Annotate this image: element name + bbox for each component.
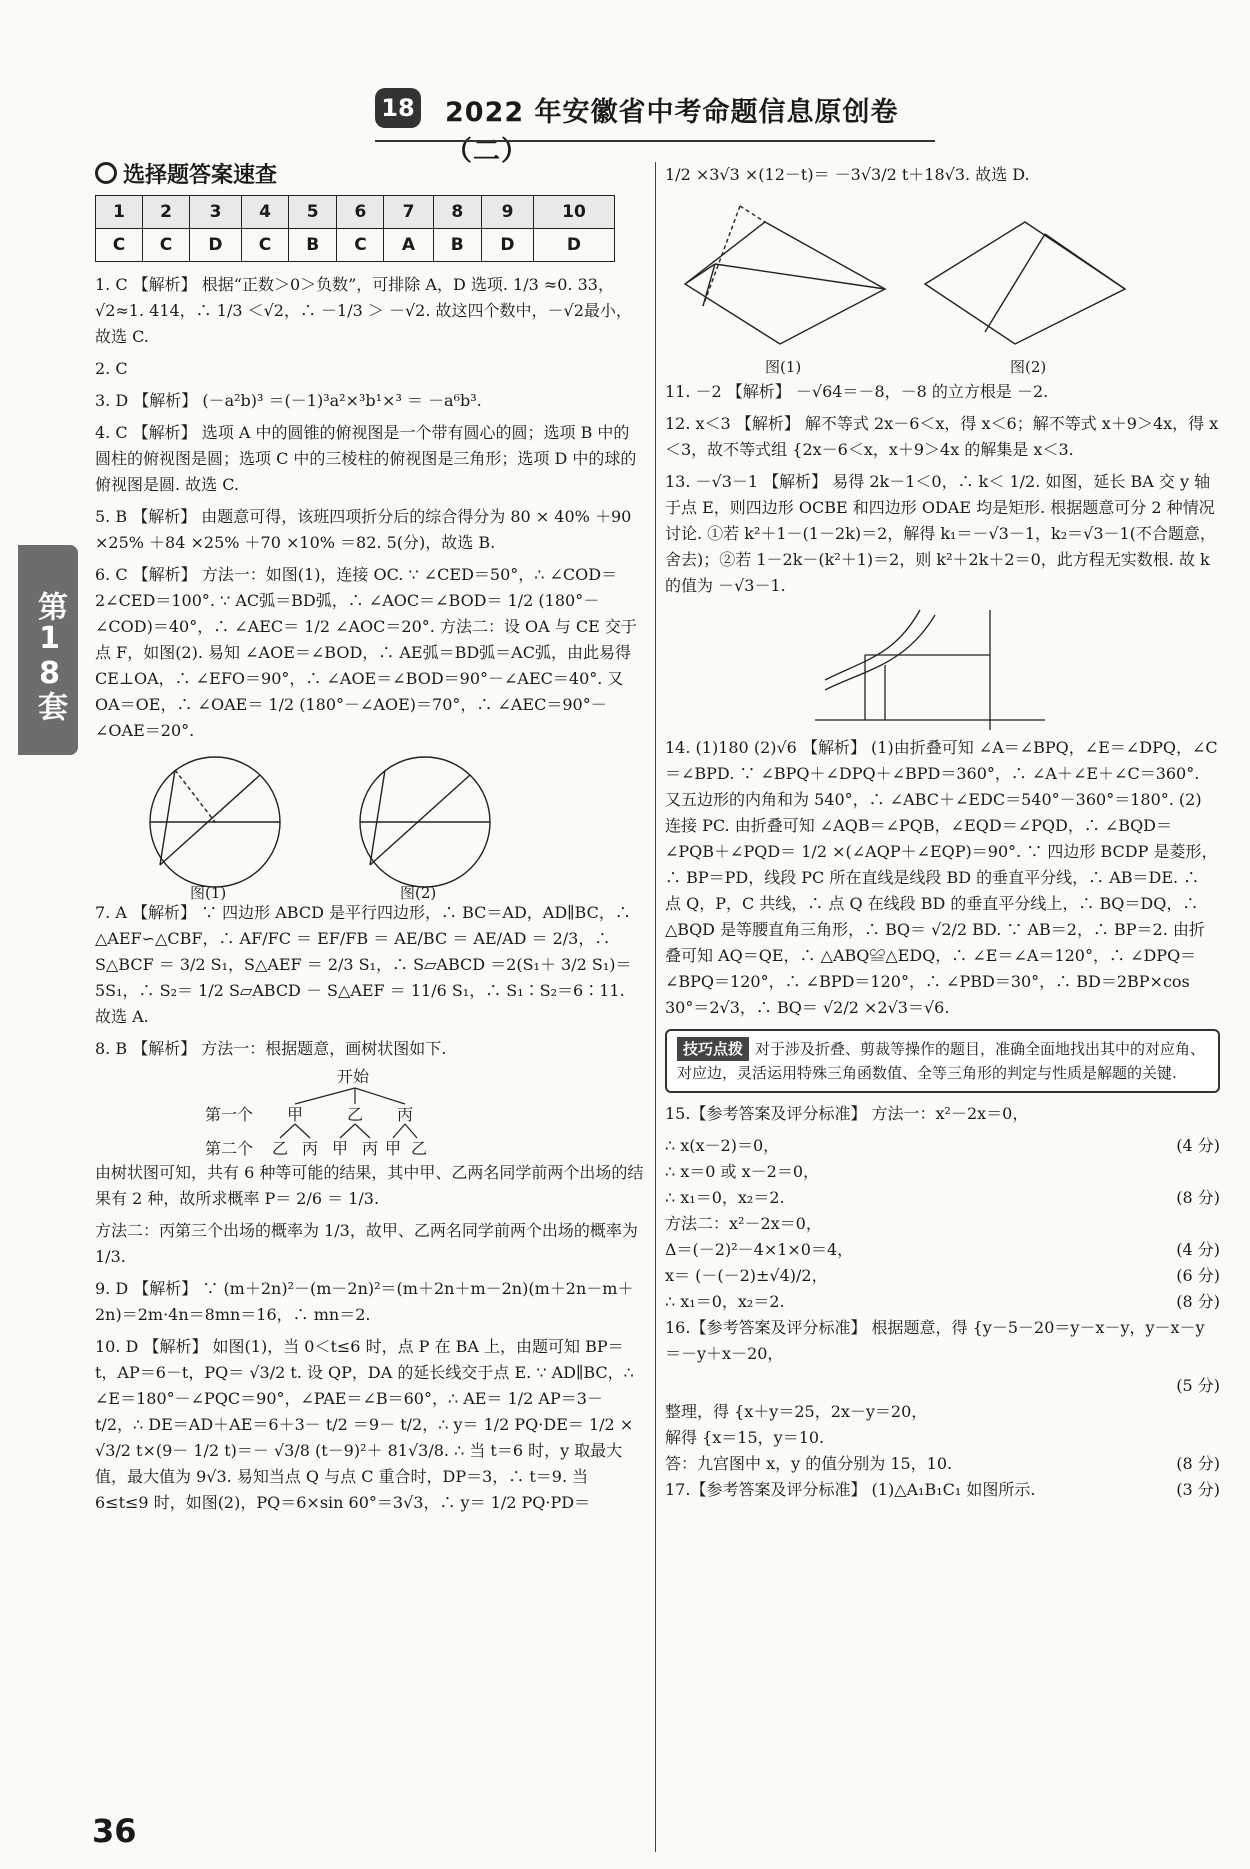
solution-q10: 10. D 【解析】 如图(1)，当 0＜t≤6 时，点 P 在 BA 上，由题可知 BP＝t，AP＝6－t，PQ＝ √3/2 t. 设 QP，DA 的延长线交于点 E. ∵ AD∥BC，∴ ∠E＝180°－∠PQC＝90°，∠PAE＝∠B＝60°，∴ AE＝ 1/2 AP＝3－ t/2，∴ DE＝AD＋AE＝6＋3－ t/2 ＝9－ t/2，∴ y＝ 1/2 PQ·DE＝ 1/2 × √3/2 t×(9－ 1/2 t)＝－ √3/8 (t－9)²＋ 81√3/8. ∴ 当 t＝6 时，y 取最大值，最大值为 9√3. 易知当点 Q 与点 C 重合时，DP＝3，∴ t＝9. 当 6≤t≤9 时，如图(2)，PQ＝6×sin 60°＝3√3，∴ y＝ 1/2 PQ·PD＝ xyxy=(95,1337,634,1512)
header-rule xyxy=(375,140,935,142)
coordinate-graph xyxy=(805,605,1065,735)
rhombus-1 xyxy=(685,222,885,344)
rhombus-2 xyxy=(925,222,1125,344)
table-cell: 6 xyxy=(337,196,384,229)
q15-line: ∴ x₁＝0，x₂＝2. (8 分) xyxy=(665,1188,1220,1207)
quick-answer-heading: 选择题答案速查 xyxy=(95,162,645,189)
q6-figures xyxy=(95,750,645,900)
side-tab: 第18套 xyxy=(18,545,78,755)
solution-q13: 13. －√3－1 【解析】 易得 2k－1＜0，∴ k＜ 1/2. 如图，延长 BA 交 y 轴于点 E，则四边形 OCBE 和四边形 ODAE 均是矩形. 根据题意可分 2 种情况讨论. ①若 k²＋1－(1－2k)＝2，解得 k₁＝－√3－1，k₂＝√3－1(不合题意，舍去)；②若 1－2k－(k²＋1)＝2，则 k²＋2k＋2＝0，此方程无实数根. 故 k 的值为 －√3－1. xyxy=(665,472,1216,595)
figure-caption-1: 图(1) xyxy=(190,884,227,902)
page-title: 2022 年安徽省中考命题信息原创卷（二） xyxy=(445,97,899,167)
solution-q12: 12. x＜3 【解析】 解不等式 2x－6＜x，得 x＜6；解不等式 x＋9＞4x，得 x＜3，故不等式组 {2x－6＜x，x＋9＞4x 的解集是 x＜3. xyxy=(665,414,1219,459)
q15-line: ∴ x(x－2)＝0， (4 分) xyxy=(665,1136,1220,1155)
table-cell: 1 xyxy=(96,196,143,229)
q16-line: 答：九宫图中 x，y 的值分别为 15，10. (8 分) xyxy=(665,1454,1220,1473)
answer-table-answers xyxy=(96,229,615,262)
dashed-oc xyxy=(175,770,215,822)
solution-q7: 7. A 【解析】 ∵ 四边形 ABCD 是平行四边形，∴ BC＝AD，AD∥BC，∴ △AEF∽△CBF，∴ AF/FC ＝ EF/FB ＝ AE/BC ＝ AE/AD ＝ 2/3，∴ S△BCF ＝ 3/2 S₁，S△AEF ＝ 2/3 S₁，∴ S▱ABCD ＝2(S₁＋ 3/2 S₁)＝5S₁，∴ S₂＝ 1/2 S▱ABCD － S△AEF ＝ 11/6 S₁，∴ S₁∶S₂＝6∶11. 故选 A. xyxy=(95,903,632,1026)
tree-level-2-label: 第二个 xyxy=(205,1139,254,1158)
solution-q6: 6. C 【解析】 方法一：如图(1)，连接 OC. ∵ ∠CED＝50°，∴ ∠COD＝2∠CED＝100°. ∵ AC弧＝BD弧，∴ ∠AOC＝∠BOD＝ 1/2 (180°－∠COD)＝40°，∴ ∠AEC＝ 1/2 ∠AOC＝20°. 方法二：设 OA 与 CE 交于点 F，如图(2). 易知 ∠AOE＝∠BOD，∴ AE弧＝BD弧＝AC弧，由此易得 CE⊥OA，∴ ∠EFO＝90°，∴ ∠AOE＝∠BOD＝90°－∠AEC＝40°. 又 OA＝OE，∴ ∠OAE＝ 1/2 (180°－∠AOE)＝70°，∴ ∠AEC＝90°－∠OAE＝20°. xyxy=(95,565,637,740)
table-cell: C xyxy=(241,229,288,262)
tree-start: 开始 xyxy=(337,1067,370,1086)
q16-line: 解得 {x＝15，y＝10. xyxy=(665,1428,825,1447)
table-cell: B xyxy=(288,229,336,262)
answer-table-numbers xyxy=(96,196,615,229)
q15-line: x＝ (－(－2)±√4)/2， (6 分) xyxy=(665,1266,1220,1285)
page-header xyxy=(375,88,935,167)
solution-q15: 15.【参考答案及评分标准】 方法一：x²－2x＝0， xyxy=(665,1104,1029,1123)
tree-node: 乙 xyxy=(272,1139,289,1158)
solution-q8-cont: 由树状图可知，共有 6 种等可能的结果，其中甲、乙两名同学前两个出场的结果有 2 种，故所求概率 P＝ 2/6 ＝ 1/3. xyxy=(95,1163,644,1208)
table-cell: 4 xyxy=(241,196,288,229)
tree-node: 丙 xyxy=(362,1139,379,1158)
solution-q3: 3. D 【解析】 (－a²b)³ ＝(－1)³a²×³b¹×³ ＝ －a⁶b³. xyxy=(95,391,482,410)
figure-caption-2: 图(2) xyxy=(400,884,437,902)
answer-table xyxy=(95,195,615,262)
solution-q8: 8. B 【解析】 方法一：根据题意，画树状图如下. xyxy=(95,1039,447,1058)
solution-q10-cont: 1/2 ×3√3 ×(12－t)＝ －3√3/2 t＋18√3. 故选 D. xyxy=(665,165,1030,184)
table-cell: C xyxy=(337,229,384,262)
q10-figures xyxy=(665,194,1220,379)
tip-text: 对于涉及折叠、剪裁等操作的题目，准确全面地找出其中的对应角、对应边，灵活运用特殊三角函数值、全等三角形的判定与性质是解题的关键. xyxy=(677,1040,1206,1082)
tree-node: 甲 xyxy=(385,1139,402,1158)
solution-q1: 1. C 【解析】 根据“正数＞0＞负数”，可排除 A，D 选项. 1/3 ≈0. 33，√2≈1. 414，∴ 1/3 ＜√2，∴ －1/3 ＞ －√2. 故这四个数中，－√2最小，故选 C. xyxy=(95,275,632,346)
q16-line: 整理，得 {x＋y＝25，2x－y＝20， xyxy=(665,1402,928,1421)
q15-line: ∴ x₁＝0，x₂＝2. (8 分) xyxy=(665,1292,1220,1311)
table-cell: 8 xyxy=(433,196,481,229)
solution-q11: 11. －2 【解析】 －√64＝－8，－8 的立方根是 －2. xyxy=(665,382,1049,401)
table-cell: 10 xyxy=(533,196,614,229)
table-cell: 5 xyxy=(288,196,336,229)
tree-level-1-label: 第一个 xyxy=(205,1105,254,1124)
table-cell: 9 xyxy=(482,196,534,229)
table-cell: D xyxy=(482,229,534,262)
tree-node: 甲 xyxy=(287,1105,304,1124)
rhombus-figures xyxy=(665,194,1215,359)
figure-caption-1: 图(1) xyxy=(765,358,802,376)
solution-q9: 9. D 【解析】 ∵ (m＋2n)²－(m－2n)²＝(m＋2n＋m－2n)(m＋2n－m＋2n)＝2m·4n＝8mn＝16，∴ mn＝2. xyxy=(95,1279,634,1324)
q15-line: Δ＝(－2)²－4×1×0＝4， (4 分) xyxy=(665,1240,1220,1259)
table-cell: D xyxy=(190,229,242,262)
q13-graph xyxy=(665,605,1220,735)
circle-figures xyxy=(115,750,635,900)
solution-q4: 4. C 【解析】 选项 A 中的圆锥的俯视图是一个带有圆心的圆；选项 B 中的圆柱的俯视图是圆；选项 C 中的三棱柱的俯视图是三角形；选项 D 中的球的俯视图是圆. 故选 C. xyxy=(95,423,637,494)
magnifier-icon xyxy=(95,162,117,184)
table-cell: 2 xyxy=(143,196,190,229)
line-de-1 xyxy=(160,775,260,865)
tree-diagram xyxy=(95,1068,645,1160)
table-cell: 7 xyxy=(384,196,433,229)
tree-node: 甲 xyxy=(332,1139,349,1158)
tip-box xyxy=(665,1029,1220,1093)
table-cell: C xyxy=(143,229,190,262)
q15-line: 方法二：x²－2x＝0， xyxy=(665,1214,822,1233)
q15-line: ∴ x＝0 或 x－2＝0， xyxy=(665,1162,820,1181)
line-de-2 xyxy=(370,775,470,865)
solution-q5: 5. B 【解析】 由题意可得，该班四项折分后的综合得分为 80 × 40% ＋90 ×25% ＋84 ×25% ＋70 ×10% ＝82. 5(分)，故选 B. xyxy=(95,507,632,552)
solution-q8-method2: 方法二：丙第三个出场的概率为 1/3，故甲、乙两名同学前两个出场的概率为 1/3. xyxy=(95,1221,638,1266)
table-cell: A xyxy=(384,229,433,262)
solution-q17: 17.【参考答案及评分标准】 (1)△A₁B₁C₁ 如图所示. (3 分) xyxy=(665,1480,1220,1499)
right-column xyxy=(665,162,1220,1503)
tip-label: 技巧点拨 xyxy=(677,1037,749,1061)
table-cell: 3 xyxy=(190,196,242,229)
table-cell: B xyxy=(433,229,481,262)
solution-q16: 16.【参考答案及评分标准】 根据题意，得 {y－5－20＝y－x－y，y－x－y＝－y＋x－20， xyxy=(665,1318,1205,1363)
solution-q14: 14. (1)180 (2)√6 【解析】 (1)由折叠可知 ∠A＝∠BPQ，∠E＝∠DPQ，∠C＝∠BPD. ∵ ∠BPQ＋∠DPQ＋∠BPD＝360°，∴ ∠A＋∠E＋∠C＝360°. 又五边形的内角和为 540°，∴ ∠ABC＋∠EDC＝540°－360°＝180°. (2) 连接 PC. 由折叠可知 ∠AQB＝∠PQB，∠EQD＝∠PQD，∴ ∠BQD＝∠PQB＋∠PQD＝ 1/2 ×(∠AQP＋∠EQP)＝90°. ∵ 四边形 BCDP 是菱形，∴ BP＝PD，线段 PC 所在直线是线段 BD 的垂直平分线，∴ AB＝DE. ∴ 点 Q，P，C 共线，∴ 点 Q 在线段 BD 的垂直平分线上，∴ BQ＝DQ，∴ △BQD 是等腰直角三角形，∴ BQ＝ √2/2 BD. ∵ AB＝2，∴ BP＝2. 由折叠可知 AQ＝QE，∴ △ABQ≌△EDQ，∴ ∠E＝∠A＝120°，∴ ∠DPQ＝∠BPQ＝120°，∴ ∠BPD＝120°，∴ ∠PBD＝30°，∴ BD＝2BP×cos 30°＝2√3，∴ BQ＝ √2/2 ×2√3＝√6. xyxy=(665,738,1218,1017)
tree-node: 丙 xyxy=(302,1139,319,1158)
table-cell: C xyxy=(96,229,143,262)
q16-score: (5 分) xyxy=(1176,1376,1220,1395)
page-number: 36 xyxy=(92,1812,137,1850)
tree-node: 乙 xyxy=(347,1105,364,1124)
solution-q2: 2. C xyxy=(95,359,128,378)
tree-node: 丙 xyxy=(397,1105,414,1124)
column-divider xyxy=(655,162,656,1852)
left-column xyxy=(95,162,645,1522)
table-cell: D xyxy=(533,229,614,262)
set-number-badge: 18 xyxy=(375,88,421,128)
figure-caption-2: 图(2) xyxy=(1010,358,1047,376)
tree-node: 乙 xyxy=(411,1139,428,1158)
